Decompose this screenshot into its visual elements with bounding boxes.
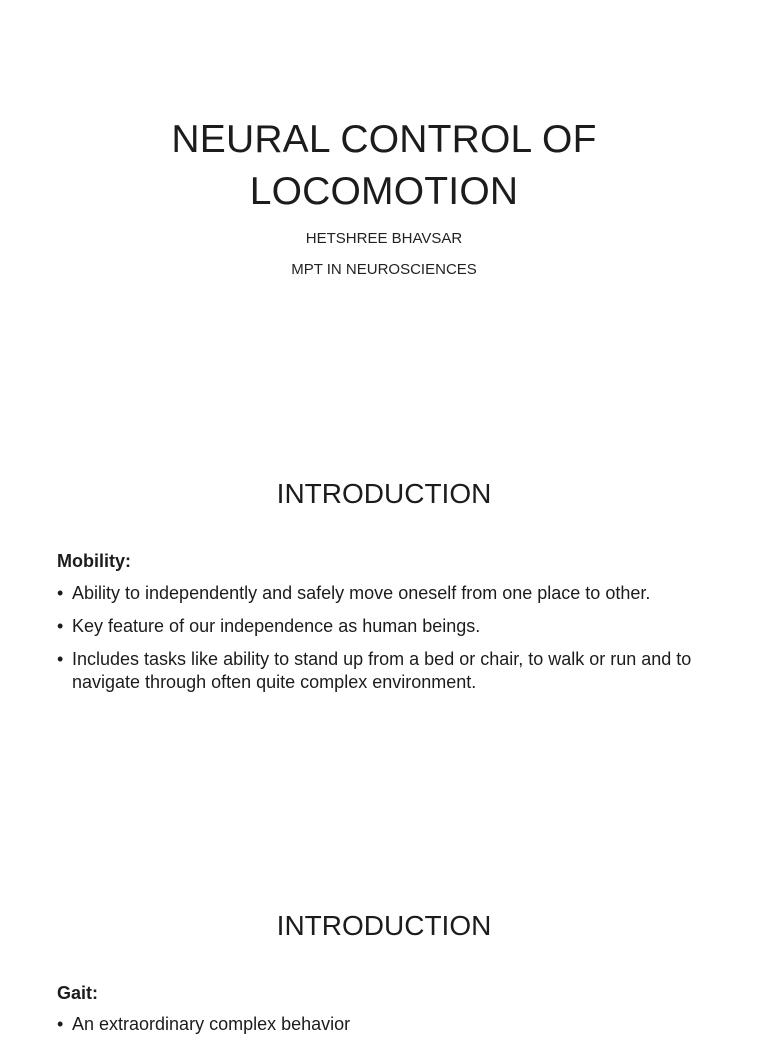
- bullet-icon: •: [57, 616, 64, 636]
- bullet-icon: •: [57, 649, 64, 669]
- list-item-text: An extraordinary complex behavior: [72, 1014, 351, 1034]
- slide-heading: INTRODUCTION: [276, 910, 492, 941]
- bullet-list: [57, 1013, 707, 1046]
- slide-heading: INTRODUCTION: [276, 478, 492, 509]
- author-degree: MPT IN NEUROSCIENCES: [291, 261, 477, 278]
- section-label-gait: Gait:: [57, 983, 99, 1003]
- bullet-icon: •: [57, 1014, 64, 1034]
- list-item-text: Ability to independently and safely move oneself from one place to other.: [72, 583, 651, 603]
- section-label-mobility: Mobility:: [57, 551, 131, 571]
- list-item: [57, 1013, 707, 1036]
- author-name: HETSHREE BHAVSAR: [305, 230, 463, 247]
- bullet-icon: •: [57, 583, 64, 603]
- list-item-text: Includes tasks like ability to stand up from a bed or chair, to walk or run and to navigate through often quite complex environment.: [72, 649, 692, 692]
- presentation-title-line-2: LOCOMOTION: [249, 170, 519, 213]
- list-item-text: Key feature of our independence as human beings.: [72, 616, 481, 636]
- presentation-title-line-1: NEURAL CONTROL OF: [171, 118, 597, 161]
